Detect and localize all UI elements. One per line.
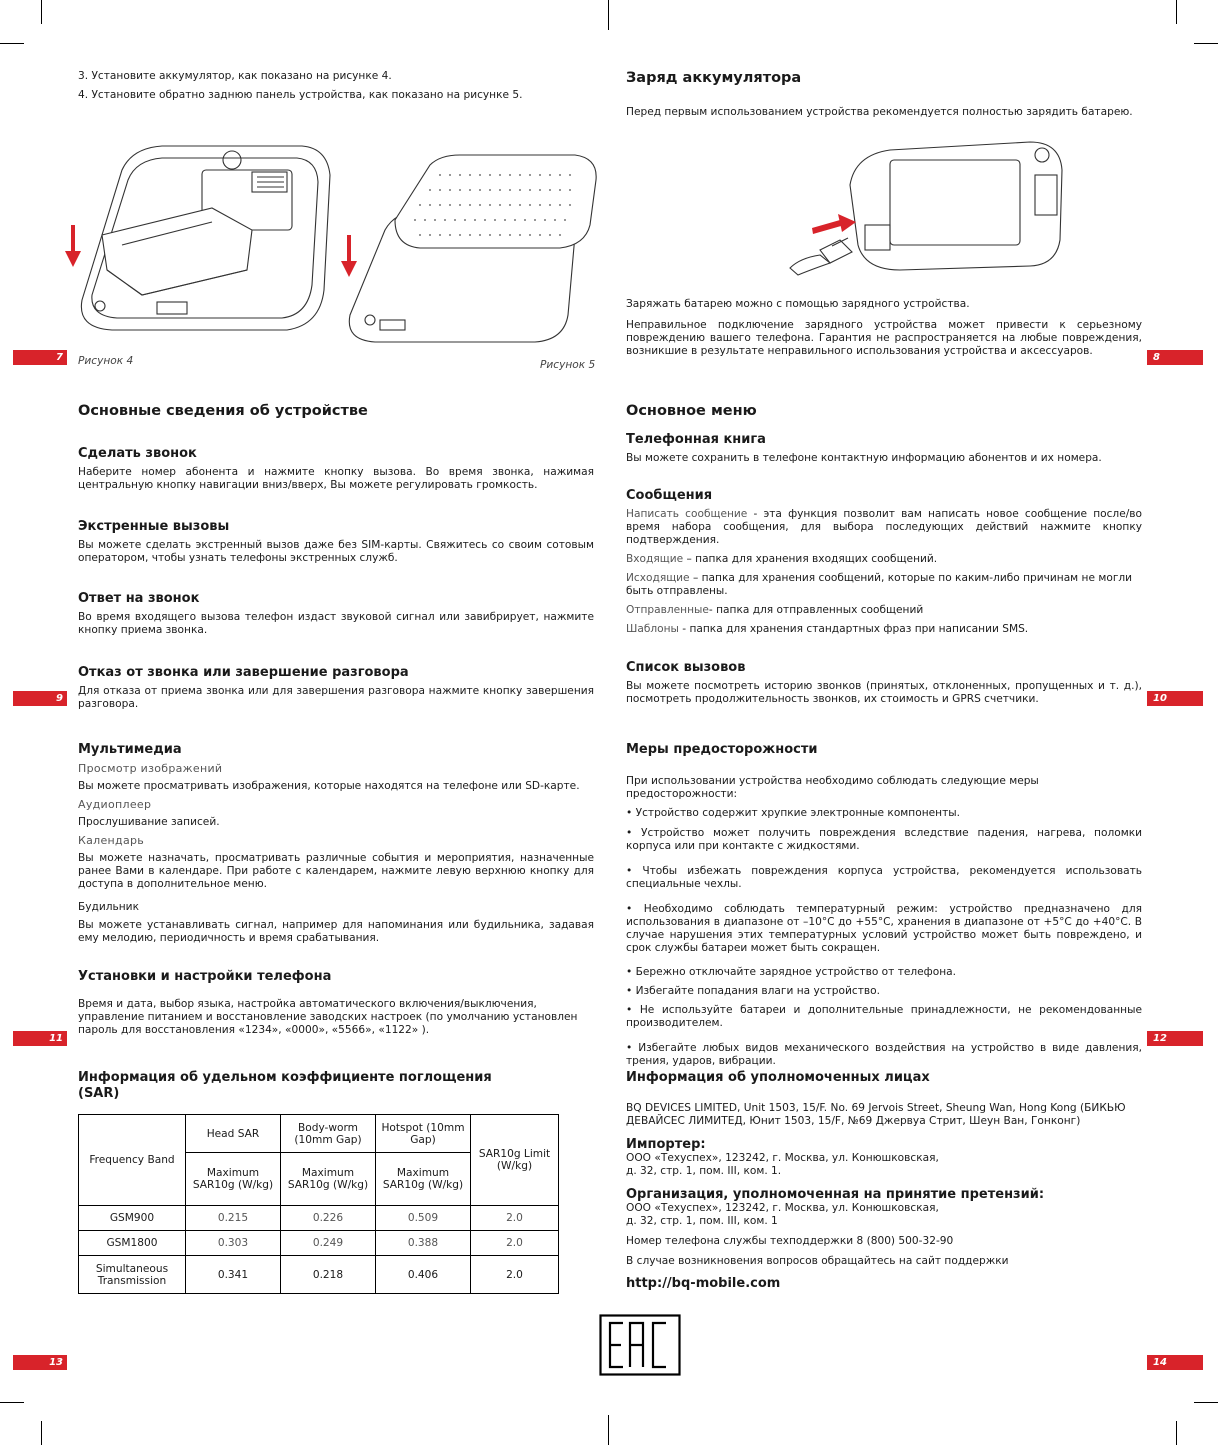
page-title: Информация об удельном коэффициенте поглощения (SAR) bbox=[78, 1070, 492, 1101]
figure-4-battery-insert bbox=[62, 130, 342, 345]
claims-line-1: ООО «Техуспех», 123242, г. Москва, ул. Конюшковская, bbox=[626, 1202, 939, 1214]
write-message-item bbox=[626, 508, 1142, 547]
page-number-7: 7 bbox=[13, 350, 67, 365]
step-3: 3. Установите аккумулятор, как показано на рисунке 4. bbox=[78, 70, 392, 82]
claims-line-2: д. 32, стр. 1, пом. III, ком. 1 bbox=[626, 1215, 778, 1227]
sent-item bbox=[626, 604, 1142, 617]
crop-mark bbox=[608, 0, 609, 30]
inbox-item bbox=[626, 553, 1142, 566]
crop-mark bbox=[1176, 0, 1177, 24]
table-row bbox=[79, 1256, 559, 1294]
page-9 bbox=[78, 403, 594, 711]
figure-5-caption: Рисунок 5 bbox=[540, 359, 596, 371]
hotspot-cell: 0.509 bbox=[376, 1206, 471, 1231]
body-max-header: Maximum SAR10g (W/kg) bbox=[281, 1153, 376, 1206]
company-address: BQ DEVICES LIMITED, Unit 1503, 15/F. No. 69 Jervois Street, Sheung Wan, Hong Kong (БИКЬЮ ДЕВАЙСЕС ЛИМИТЕД, Юнит 1503, 15/F, №69 Джервуа Стрит, Шеун Ван, Гонконг) bbox=[626, 1102, 1126, 1127]
alarm-label: Будильник bbox=[78, 901, 139, 913]
section-messages: Сообщения bbox=[626, 488, 713, 503]
crop-mark bbox=[1194, 43, 1218, 44]
limit-cell: 2.0 bbox=[471, 1231, 559, 1256]
body-cell: 0.226 bbox=[281, 1206, 376, 1231]
importer-line-2: д. 32, стр. 1, пом. III, ком. 1. bbox=[626, 1165, 782, 1177]
page-number-12: 12 bbox=[1147, 1031, 1203, 1046]
emergency-text: Вы можете сделать экстренный вызов даже без SIM-карты. Свяжитесь со своим сотовым оператором, чтобы узнать телефоны экстренных служб. bbox=[78, 539, 594, 564]
band-cell: GSM900 bbox=[79, 1206, 186, 1231]
section-settings: Установки и настройки телефона bbox=[78, 969, 332, 984]
figure-4-caption: Рисунок 4 bbox=[78, 355, 134, 367]
page-title: Информация об уполномоченных лицах bbox=[626, 1070, 930, 1085]
inbox-text: – папка для хранения входящих сообщений. bbox=[683, 553, 938, 565]
table-row bbox=[79, 1231, 559, 1256]
hotspot-header: Hotspot (10mm Gap) bbox=[376, 1115, 471, 1153]
limit-cell: 2.0 bbox=[471, 1206, 559, 1231]
sent-text: - папка для отправленных сообщений bbox=[708, 604, 924, 616]
limit-cell: 2.0 bbox=[471, 1256, 559, 1294]
page-12 bbox=[626, 742, 1142, 1068]
settings-text: Время и дата, выбор языка, настройка автоматического включения/выключения, управление питанием и восстановление заводских настроек (по умолчанию установлен пароль для восстановления «1234», «0000», «5566», «1122» ). bbox=[78, 998, 578, 1036]
head-cell: 0.303 bbox=[186, 1231, 281, 1256]
page-7 bbox=[78, 70, 598, 102]
crop-mark bbox=[41, 1421, 42, 1445]
charge-intro: Перед первым использованием устройства рекомендуется полностью зарядить батарею. bbox=[626, 106, 1133, 118]
hotspot-max-header: Maximum SAR10g (W/kg) bbox=[376, 1153, 471, 1206]
precaution-item: • Устройство содержит хрупкие электронные компоненты. bbox=[626, 807, 960, 819]
precaution-item: • Бережно отключайте зарядное устройство от телефона. bbox=[626, 966, 956, 978]
step-4: 4. Установите обратно заднюю панель устройства, как показано на рисунке 5. bbox=[78, 89, 523, 101]
page-8-notes bbox=[626, 298, 1142, 358]
templates-text: - папка для хранения стандартных фраз при написании SMS. bbox=[678, 623, 1029, 635]
page-title: Заряд аккумулятора bbox=[626, 70, 802, 86]
page-11 bbox=[78, 742, 594, 1037]
page-title: Основные сведения об устройстве bbox=[78, 403, 368, 419]
charger-note: Заряжать батарею можно с помощью зарядного устройства. bbox=[626, 298, 970, 310]
page-number-13: 13 bbox=[13, 1355, 67, 1370]
band-cell: Simultaneous Transmission bbox=[79, 1256, 186, 1294]
figure-5-back-panel bbox=[340, 150, 605, 350]
precaution-item: • Избегайте попадания влаги на устройство. bbox=[626, 985, 880, 997]
precaution-item: • Необходимо соблюдать температурный режим: устройство предназначено для использования в диапазоне от –10°C до +55°C, хранения в диапазоне от +5°C до +40°C. В случае нарушения этих температурных условий устройство может быть повреждено, и срок службы батареи может быть сокращен. bbox=[626, 903, 1142, 954]
call-text: Наберите номер абонента и нажмите кнопку вызова. Во время звонка, нажимая центральную кнопку навигации вниз/вверх, Вы можете регулировать громкость. bbox=[78, 466, 594, 491]
crop-mark bbox=[1176, 1421, 1177, 1445]
section-emergency: Экстренные вызовы bbox=[78, 519, 230, 534]
body-cell: 0.218 bbox=[281, 1256, 376, 1294]
precaution-item: • Устройство может получить повреждения вследствие падения, нагрева, поломки корпуса или при контакте с жидкостями. bbox=[626, 827, 1142, 852]
audio-player-label: Аудиоплеер bbox=[78, 798, 152, 811]
call-log-text: Вы можете посмотреть историю звонков (принятых, отклоненных, пропущенных и т. д.), посмотреть продолжительность звонков, их стоимость и GPRS счетчики. bbox=[626, 680, 1142, 705]
crop-mark bbox=[608, 1415, 609, 1445]
body-cell: 0.249 bbox=[281, 1231, 376, 1256]
sar-table bbox=[78, 1114, 559, 1294]
page-title: Основное меню bbox=[626, 403, 757, 419]
precautions-intro: При использовании устройства необходимо соблюдать следующие меры предосторожности: bbox=[626, 775, 1039, 800]
image-viewer-text: Вы можете просматривать изображения, которые находятся на телефоне или SD-карте. bbox=[78, 780, 580, 792]
page-14 bbox=[626, 1070, 1142, 1291]
alarm-text: Вы можете устанавливать сигнал, например для напоминания или будильника, задавая ему мелодию, периодичность и время срабатывания. bbox=[78, 919, 594, 944]
head-cell: 0.341 bbox=[186, 1256, 281, 1294]
page-number-8: 8 bbox=[1147, 350, 1203, 365]
head-max-header: Maximum SAR10g (W/kg) bbox=[186, 1153, 281, 1206]
outbox-label: Исходящие bbox=[626, 572, 690, 584]
charging-illustration bbox=[780, 130, 1080, 280]
phonebook-text: Вы можете сохранить в телефоне контактную информацию абонентов и их номера. bbox=[626, 452, 1102, 464]
crop-mark bbox=[41, 0, 42, 24]
importer-line-1: ООО «Техуспех», 123242, г. Москва, ул. Конюшковская, bbox=[626, 1152, 939, 1164]
answer-text: Во время входящего вызова телефон издаст звуковой сигнал или завибрирует, нажмите кнопку приема звонка. bbox=[78, 611, 594, 636]
support-url[interactable]: http://bq-mobile.com bbox=[626, 1276, 781, 1291]
support-phone: Номер телефона службы техподдержки 8 (800) 500-32-90 bbox=[626, 1235, 954, 1247]
page-title: Меры предосторожности bbox=[626, 742, 818, 757]
table-row bbox=[79, 1206, 559, 1231]
calendar-label: Календарь bbox=[78, 834, 145, 847]
section-phonebook: Телефонная книга bbox=[626, 432, 766, 447]
page-number-10: 10 bbox=[1147, 691, 1203, 706]
limit-header: SAR10g Limit (W/kg) bbox=[471, 1115, 559, 1206]
outbox-item bbox=[626, 572, 1142, 598]
importer-title: Импортер: bbox=[626, 1137, 706, 1152]
section-call: Сделать звонок bbox=[78, 446, 197, 461]
page-number-11: 11 bbox=[13, 1031, 67, 1046]
precaution-item: • Чтобы избежать повреждения корпуса устройства, рекомендуется использовать специальные чехлы. bbox=[626, 865, 1142, 890]
band-cell: GSM1800 bbox=[79, 1231, 186, 1256]
section-multimedia: Мультимедиа bbox=[78, 742, 182, 757]
audio-player-text: Прослушивание записей. bbox=[78, 816, 220, 828]
body-worn-header: Body-worm (10mm Gap) bbox=[281, 1115, 376, 1153]
support-site-text: В случае возникновения вопросов обращайтесь на сайт поддержки bbox=[626, 1255, 1009, 1267]
frequency-band-header: Frequency Band bbox=[79, 1115, 186, 1206]
outbox-text: – папка для хранения сообщений, которые по каким-либо причинам не могли быть отправлены. bbox=[626, 572, 1133, 597]
head-sar-header: Head SAR bbox=[186, 1115, 281, 1153]
inbox-label: Входящие bbox=[626, 553, 684, 565]
hotspot-cell: 0.406 bbox=[376, 1256, 471, 1294]
precaution-item: • Не используйте батареи и дополнительные принадлежности, не рекомендованные производителем. bbox=[626, 1004, 1142, 1029]
write-message-text: - эта функция позволит вам написать новое сообщение после/во время набора сообщения, для выбора последующих действий нажмите кнопку подтверждения. bbox=[626, 508, 1143, 546]
calendar-text: Вы можете назначать, просматривать различные события и мероприятия, назначенные ранее Вами в календаре. При работе с календарем, нажмите левую верхнюю кнопку для доступа в дополнительное меню. bbox=[78, 852, 594, 890]
crop-mark bbox=[0, 43, 24, 44]
sent-label: Отправленные bbox=[626, 604, 709, 616]
write-message-label: Написать сообщение bbox=[626, 508, 748, 520]
section-call-log: Список вызовов bbox=[626, 660, 746, 675]
section-answer: Ответ на звонок bbox=[78, 591, 200, 606]
eac-logo bbox=[599, 1314, 681, 1376]
image-viewer-label: Просмотр изображений bbox=[78, 762, 223, 775]
crop-mark bbox=[0, 1402, 24, 1403]
templates-item bbox=[626, 623, 1142, 636]
section-reject: Отказ от звонка или завершение разговора bbox=[78, 665, 409, 680]
reject-text: Для отказа от приема звонка или для завершения разговора нажмите кнопку завершения разговора. bbox=[78, 685, 594, 710]
crop-mark bbox=[1194, 1402, 1218, 1403]
precaution-item: • Избегайте любых видов механического воздействия на устройство в виде давления, трения, ударов, вибрации. bbox=[626, 1042, 1142, 1067]
templates-label: Шаблоны bbox=[626, 623, 679, 635]
head-cell: 0.215 bbox=[186, 1206, 281, 1231]
page-13 bbox=[78, 1070, 498, 1102]
hotspot-cell: 0.388 bbox=[376, 1231, 471, 1256]
page-10 bbox=[626, 403, 1142, 706]
claims-title: Организация, уполномоченная на принятие претензий: bbox=[626, 1187, 1045, 1202]
page-number-14: 14 bbox=[1147, 1355, 1203, 1370]
page-8 bbox=[626, 70, 1142, 119]
charger-warning: Неправильное подключение зарядного устройства может привести к серьезному повреждению вашего телефона. Гарантия не распространяется на любые повреждения, возникшие в результате неправильного использования устройства и аксессуаров. bbox=[626, 319, 1142, 357]
page-number-9: 9 bbox=[13, 691, 67, 706]
